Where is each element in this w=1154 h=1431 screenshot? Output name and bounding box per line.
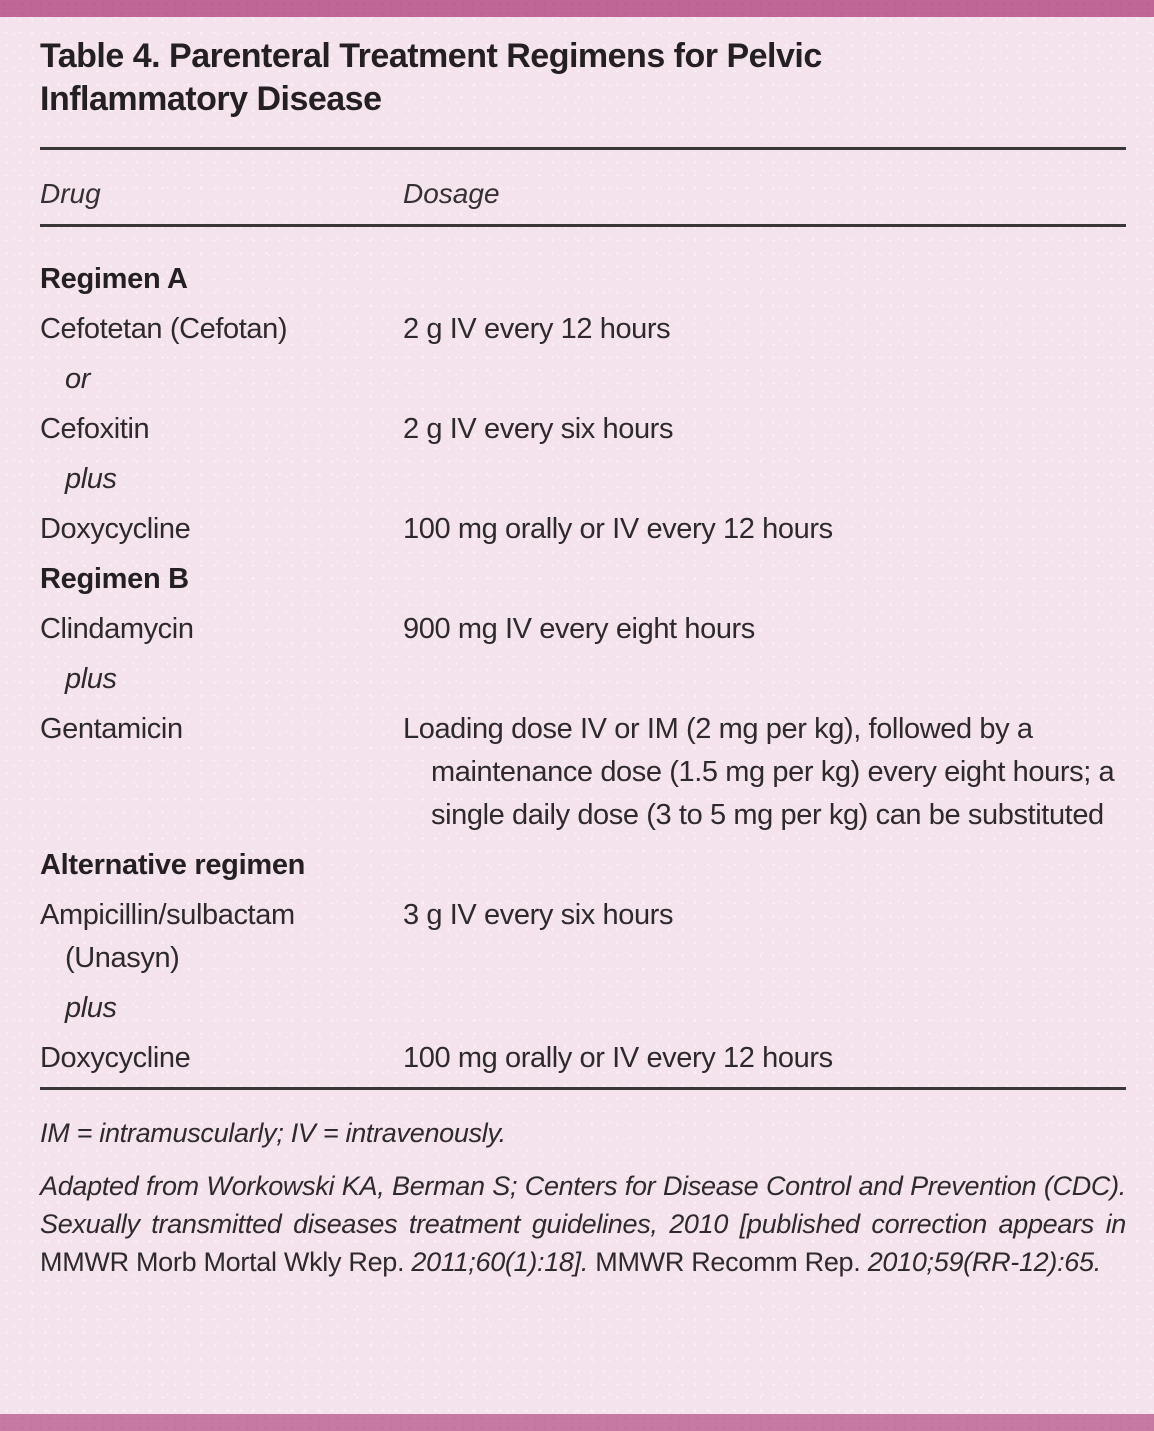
table-row-connector — [40, 658, 1126, 701]
table-row-section-regimen-a — [40, 258, 1126, 301]
drug-name-line1: Ampicillin/sulbactam — [40, 899, 295, 931]
table-row-doxycycline-a — [40, 508, 1126, 551]
table-row-gentamicin — [40, 708, 1126, 837]
dosage-value: 100 mg orally or IV every 12 hours — [403, 1042, 833, 1074]
section-label: Alternative regimen — [40, 849, 306, 881]
table-header-row — [40, 172, 1126, 215]
dosage-value: 100 mg orally or IV every 12 hours — [403, 513, 833, 545]
section-label: Regimen A — [40, 263, 188, 295]
footer-rule — [40, 1087, 1126, 1090]
abbreviation-note: IM = intramuscularly; IV = intravenously. — [40, 1118, 506, 1148]
table-body — [40, 227, 1126, 1080]
drug-name: Cefoxitin — [40, 413, 150, 445]
table-row-connector — [40, 458, 1126, 501]
connector-word: plus — [65, 992, 117, 1024]
table-row-connector — [40, 987, 1126, 1030]
source-segment: 2010;59(RR-12):65. — [867, 1247, 1101, 1277]
table-row-doxycycline-b — [40, 1037, 1126, 1080]
bottom-border-bar — [0, 1414, 1154, 1431]
table-row-cefoxitin — [40, 408, 1126, 451]
column-header-dosage: Dosage — [403, 178, 500, 209]
top-border-bar — [0, 0, 1154, 17]
dosage-value: 3 g IV every six hours — [403, 899, 674, 931]
section-label: Regimen B — [40, 563, 189, 595]
source-note — [40, 1167, 1126, 1281]
table-row-connector — [40, 358, 1126, 401]
source-segment-journal: MMWR Recomm Rep. — [595, 1247, 868, 1277]
table-title-line1: Table 4. Parenteral Treatment Regimens for Pelvic — [40, 37, 822, 75]
dosage-value: 900 mg IV every eight hours — [403, 613, 755, 645]
drug-name: Gentamicin — [40, 713, 183, 745]
table-row-ampicillin-sulbactam — [40, 894, 1126, 980]
connector-word: plus — [65, 663, 117, 695]
source-segment-journal: MMWR Morb Mortal Wkly Rep. — [40, 1247, 412, 1277]
drug-name: Doxycycline — [40, 1042, 191, 1074]
dosage-value: 2 g IV every 12 hours — [403, 313, 671, 345]
table-row-section-alternative — [40, 844, 1126, 887]
table-content — [0, 35, 1154, 1281]
drug-name: Doxycycline — [40, 513, 191, 545]
drug-name: Clindamycin — [40, 613, 194, 645]
table-row-clindamycin — [40, 608, 1126, 651]
table-row-section-regimen-b — [40, 558, 1126, 601]
drug-name: Cefotetan (Cefotan) — [40, 313, 288, 345]
source-segment: 2011;60(1):18]. — [411, 1247, 596, 1277]
column-header-drug: Drug — [40, 178, 101, 209]
title-rule — [40, 147, 1126, 150]
drug-name — [40, 894, 403, 980]
connector-word: or — [65, 363, 90, 395]
connector-word: plus — [65, 463, 117, 495]
table-title — [40, 35, 1126, 121]
dosage-value: 2 g IV every six hours — [403, 413, 674, 445]
dosage-value: Loading dose IV or IM (2 mg per kg), followed by a maintenance dose (1.5 mg per kg) every eight hours; a single daily dose (3 to 5 mg per kg) can be substituted — [403, 713, 1115, 831]
table-row-cefotetan — [40, 308, 1126, 351]
drug-name-line2: (Unasyn) — [65, 942, 180, 974]
table-title-line2: Inflammatory Disease — [40, 80, 382, 118]
source-segment: Adapted from Workowski KA, Berman S; Centers for Disease Control and Prevention (CDC). Sexually transmitted diseases treatment guidelines, 2010 [published correction appears in — [40, 1171, 1126, 1239]
